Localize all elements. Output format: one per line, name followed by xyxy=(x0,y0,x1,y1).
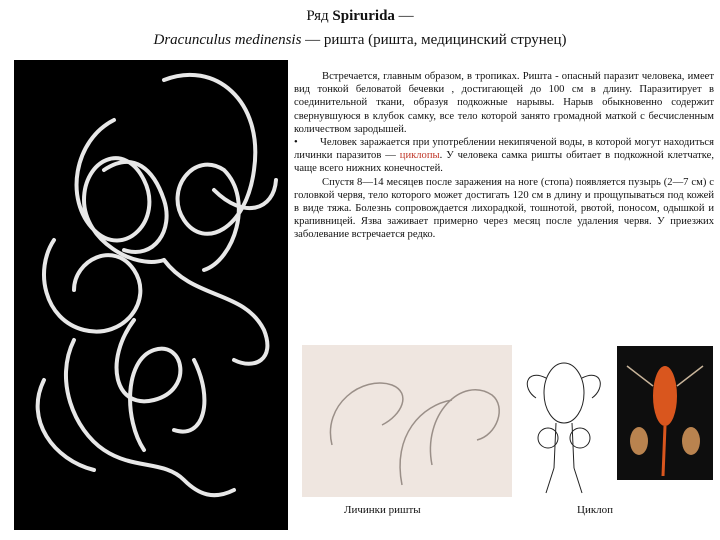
paragraph-habitat: Встречается, главным образом, в тропиках. Ришта - опасный паразит человека, имеет вид тонкой беловатой бечевки , достигающей до 100 см в длину. Паразитирует в соединительной ткани, образуя подкожные нарывы. Нарыв обыкновенно содержит свернувшуюся в клубок самку, все тело которой занято громадной маткой с бесчисленным количеством зародышей. xyxy=(294,71,714,135)
cyclops-photo xyxy=(617,346,713,480)
worm-photo xyxy=(14,60,288,530)
larvae-caption: Личинки ришты xyxy=(344,504,421,516)
paragraph-symptoms: Спустя 8—14 месяцев после заражения на ноге (стопа) появляется пузырь (2—7 см) с головкой червя, тело которого может достигать 120 см в длину и прощупываться под кожей в виде тяжа. Болезнь сопровождается лихорадкой, тошнотой, рвотой, поносом, одышкой и крапивницей. Язва заживает примерно через месяц после удаления червя. У приезжих заболевание встречается редко. xyxy=(294,176,714,241)
cyclops-drawing xyxy=(516,348,612,498)
title-bold: Spirurida xyxy=(332,8,395,24)
description-text xyxy=(294,70,714,242)
cyclops-highlight: циклопы xyxy=(399,150,440,162)
slide-subtitle: Dracunculus medinensis — ришта (ришта, медицинский струнец) xyxy=(153,32,567,48)
slide-title: Ряд Spirurida — xyxy=(306,8,414,24)
latin-name: Dracunculus medinensis xyxy=(153,32,302,48)
bullet-icon: • xyxy=(294,137,298,149)
cyclops-caption: Циклоп xyxy=(577,504,614,516)
paragraph-infection: • Человек заражается при употреблении некипяченой воды, в которой могут находиться личинки паразитов — циклопы. У человека самка ришты обитает в подкожной клетчатке, чаще всего нижних конечностей. xyxy=(294,137,714,175)
larvae-photo xyxy=(302,345,512,497)
